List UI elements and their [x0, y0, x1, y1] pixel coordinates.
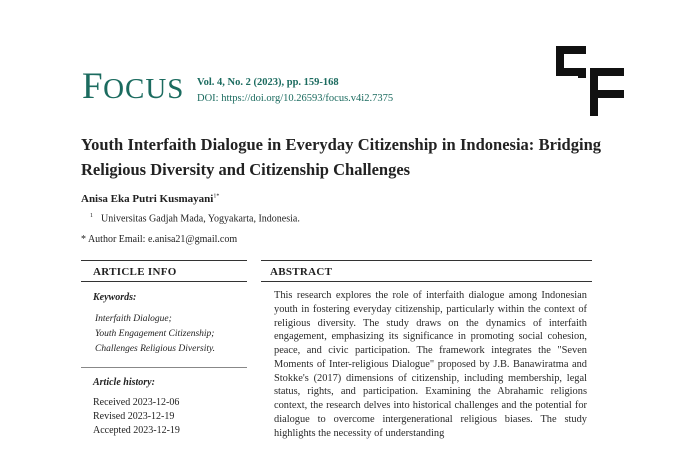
journal-logo-initial: F — [82, 66, 104, 107]
abstract-heading: ABSTRACT — [270, 266, 333, 278]
abstract-text: This research explores the role of interfaith dialogue among Indonesian youth in fostering everyday citizenship, particularly within the context of religious diversity. The study draws on the dynamics of interfaith engagement, emphasizing its significance in promoting social cohesion, peace, and civic participation. The framework integrates the "Seven Moments of Inter-religious Dialogue" proposed by J.B. Banawiratma and Stokke's (2017) dimensions of citizenship, including membership, legal status, rights, and participation. Examining the Abrahamic religions context, the research delves into historical challenges and the potential for dialogue to overcome intergenerational religious biases. The study highlights the necessity of understanding — [274, 290, 587, 439]
affiliation-text: Universitas Gadjah Mada, Yogyakarta, Indonesia. — [101, 213, 300, 225]
affiliation-superscript: 1 — [90, 213, 93, 219]
author-name-text: Anisa Eka Putri Kusmayani — [81, 193, 214, 205]
author-email: * Author Email: e.anisa21@gmail.com — [81, 234, 238, 245]
doi-link[interactable]: DOI: https://doi.org/10.26593/focus.v4i2.7375 — [197, 93, 394, 104]
keywords-label: Keywords: — [93, 292, 137, 303]
journal-logo-rest: OCUS — [103, 73, 185, 105]
keywords-divider — [81, 367, 247, 368]
history-item: Revised 2023-12-19 — [93, 411, 175, 422]
paper-title: Youth Interfaith Dialogue in Everyday Citizenship in Indonesia: Bridging Religious Diversity and Citizenship Challenges — [81, 135, 601, 179]
author-name — [81, 193, 219, 205]
volume-info: Vol. 4, No. 2 (2023), pp. 159-168 — [197, 77, 339, 88]
keyword-item: Challenges Religious Diversity. — [95, 344, 216, 354]
ff-logo-icon — [556, 46, 624, 116]
history-label: Article history: — [93, 377, 155, 388]
author-superscript: 1* — [213, 193, 220, 200]
history-item: Received 2023-12-06 — [93, 397, 180, 408]
keyword-item: Youth Engagement Citizenship; — [95, 329, 215, 339]
article-info-heading-rule — [81, 281, 247, 282]
journal-logo — [82, 68, 184, 105]
history-item: Accepted 2023-12-19 — [93, 425, 180, 436]
keywords-list — [95, 312, 215, 357]
history-list — [93, 396, 180, 438]
affiliation — [90, 213, 300, 224]
article-info-top-rule — [81, 260, 247, 261]
article-info-heading: ARTICLE INFO — [93, 266, 177, 278]
keyword-item: Interfaith Dialogue; — [95, 314, 172, 324]
abstract-top-rule — [261, 260, 592, 261]
abstract-heading-rule — [261, 281, 592, 282]
